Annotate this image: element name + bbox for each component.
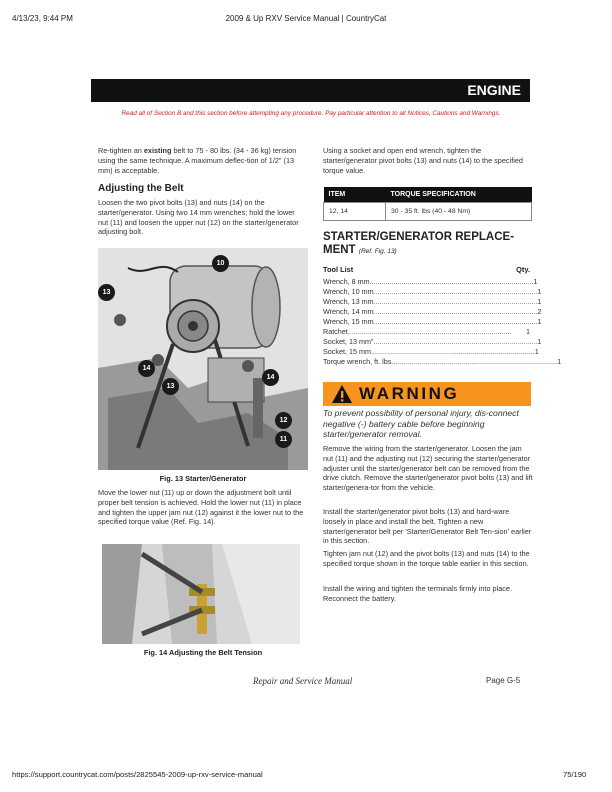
intro-paragraph — [98, 146, 306, 175]
list-item — [323, 337, 542, 347]
torque-intro-paragraph: Using a socket and open end wrench, tighten the starter/generator pivot bolts (13) and nuts (14) to the specified torque value. — [323, 146, 523, 175]
intro-text-pre: Re-tighten an — [98, 146, 144, 155]
list-item — [323, 317, 542, 327]
tool-qty: 1 — [537, 337, 542, 346]
tool-qty: 1 — [534, 347, 539, 356]
torque-table-wrapper — [323, 187, 532, 221]
section-title: ENGINE — [467, 82, 521, 98]
figure-14-caption: Fig. 14 Adjusting the Belt Tension — [143, 648, 263, 657]
list-item — [323, 287, 542, 297]
tool-name: Wrench, 13 mm — [323, 297, 374, 306]
table-header-torque: TORQUE SPECIFICATION — [386, 187, 532, 203]
list-item — [323, 297, 542, 307]
leader-dots: .................................................................................. — [373, 317, 538, 326]
intro-text-post: belt to 75 - 80 lbs. (34 - 36 kg) tension using the same technique. A maximum deflec-tion of 1/2" (13 mm) is acceptable. — [98, 146, 297, 175]
tool-name: Torque wrench, ft. lbs. — [323, 357, 394, 366]
tool-qty: 1 — [557, 357, 562, 366]
replacement-paragraph-1: Remove the wiring from the starter/generator. Loosen the jam nut (11) and the adjusting nut (12) securing the starter/generator adjuster until the starter/generator belt can be removed from the drive clutch. Remove the starter/generator pivot bolts (13) and lift starter/genera-tor from the vehicle. — [323, 444, 533, 493]
figure-13-caption: Fig. 13 Starter/Generator — [159, 474, 247, 483]
list-item — [323, 357, 562, 367]
warning-title: WARNING — [359, 384, 460, 403]
replacement-paragraph-4: Install the wiring and tighten the terminals firmly into place. Reconnect the battery. — [323, 584, 512, 603]
leader-dots: .................................................................................. — [373, 297, 538, 306]
callout-14-second: 14 — [262, 369, 279, 386]
table-header-item: ITEM — [324, 187, 386, 203]
callout-13: 13 — [98, 284, 115, 301]
tool-qty: 1 — [537, 317, 542, 326]
heading-adjusting-belt: Adjusting the Belt — [98, 183, 184, 194]
tool-qty: 1 — [533, 277, 538, 286]
tool-name: Wrench, 15 mm — [323, 317, 374, 326]
list-item — [323, 347, 539, 357]
print-title: 2009 & Up RXV Service Manual | CountryCat — [225, 14, 387, 23]
callout-10: 10 — [212, 255, 229, 272]
manual-footer-title: Repair and Service Manual — [253, 676, 353, 686]
leader-dots: .................................................................................. — [369, 277, 534, 286]
heading-reference: (Ref. Fig. 13) — [358, 248, 397, 255]
section-banner — [91, 79, 530, 102]
replacement-paragraph-2: Install the starter/generator pivot bolts (13) and hard-ware loosely in place and install the belt. Tighten a new starter/generator belt per 'Starter/Generator Belt Ten-sion' earlier in this section. — [323, 507, 532, 546]
warning-triangle-icon — [331, 384, 353, 404]
adjusting-paragraph-2: Move the lower nut (11) up or down the adjustment bolt until proper belt tension is achieved. Hold the lower nut (11) in place and tighten the upper jam nut (12) against it the lower nut to the specified torque value (Ref. Fig. 14). — [98, 488, 304, 527]
callout-13-second: 13 — [162, 378, 179, 395]
page-number: Page G-5 — [486, 676, 521, 685]
callout-14: 14 — [138, 360, 155, 377]
tool-name: Wrench, 10 mm — [323, 287, 374, 296]
print-datetime: 4/13/23, 9:44 PM — [12, 14, 73, 23]
tool-name: Socket, 13 mm" — [323, 337, 374, 346]
callout-11: 11 — [275, 431, 292, 448]
tool-name: Ratchet — [323, 327, 348, 336]
callout-12: 12 — [275, 412, 292, 429]
table-row — [324, 203, 532, 221]
tool-list-label: Tool List — [323, 265, 354, 274]
figure-13-image — [98, 248, 308, 470]
leader-dots: .................................................................................. — [373, 307, 538, 316]
leader-dots: .................................................................................. — [370, 347, 535, 356]
leader-dots: .................................................................................. — [393, 357, 558, 366]
tool-qty: 1 — [526, 327, 530, 336]
list-item — [323, 277, 538, 287]
torque-table — [323, 187, 532, 221]
tool-qty: 1 — [537, 297, 542, 306]
print-page-count: 75/190 — [563, 770, 587, 779]
intro-text-bold: existing — [143, 146, 172, 155]
replacement-paragraph-3: Tighten jam nut (12) and the pivot bolts (13) and nuts (14) to the specified torque shown in the torque table earlier in this section. — [323, 549, 530, 568]
tool-qty: 1 — [537, 287, 542, 296]
list-item — [323, 307, 542, 317]
heading-replacement — [323, 231, 535, 258]
belt-adjust-illustration — [102, 544, 300, 644]
table-cell-torque: 30 - 35 ft. lbs (40 - 48 Nm) — [386, 203, 532, 221]
warning-text: To prevent possibility of personal injury, dis-connect negative (-) battery cable before beginning starter/generator removal. — [323, 408, 519, 439]
heading-replacement-line1: STARTER/GENERATOR REPLACE- — [323, 231, 515, 243]
list-item — [323, 327, 530, 337]
heading-replacement-line2: MENT — [323, 244, 356, 256]
qty-label: Qty. — [516, 265, 530, 274]
tool-name: Socket, 15 mm — [323, 347, 371, 356]
figure-14-image — [102, 544, 300, 644]
tool-list-header — [323, 265, 530, 274]
leader-dots: .................................................................................. — [373, 337, 538, 346]
table-cell-item: 12, 14 — [324, 203, 386, 221]
print-url: https://support.countrycat.com/posts/2825545-2009-up-rxv-service-manual — [12, 770, 263, 779]
tool-name: Wrench, 8 mm — [323, 277, 370, 286]
leader-dots: .................................................................................. — [347, 327, 512, 336]
safety-notice: Read all of Section B and this section before attempting any procedure. Pay particular attention to all Notices, Cautions and Warnings. — [121, 110, 501, 117]
tool-list — [323, 277, 562, 367]
tool-qty: 2 — [537, 307, 542, 316]
tool-name: Wrench, 14 mm — [323, 307, 374, 316]
adjusting-paragraph-1: Loosen the two pivot bolts (13) and nuts (14) on the starter/generator. Using two 14 mm wrenches; hold the lower nut (11) and loosen the upper nut (12) on the starter/generator adjusting bolt. — [98, 198, 299, 237]
warning-banner — [323, 382, 531, 406]
leader-dots: .................................................................................. — [373, 287, 538, 296]
